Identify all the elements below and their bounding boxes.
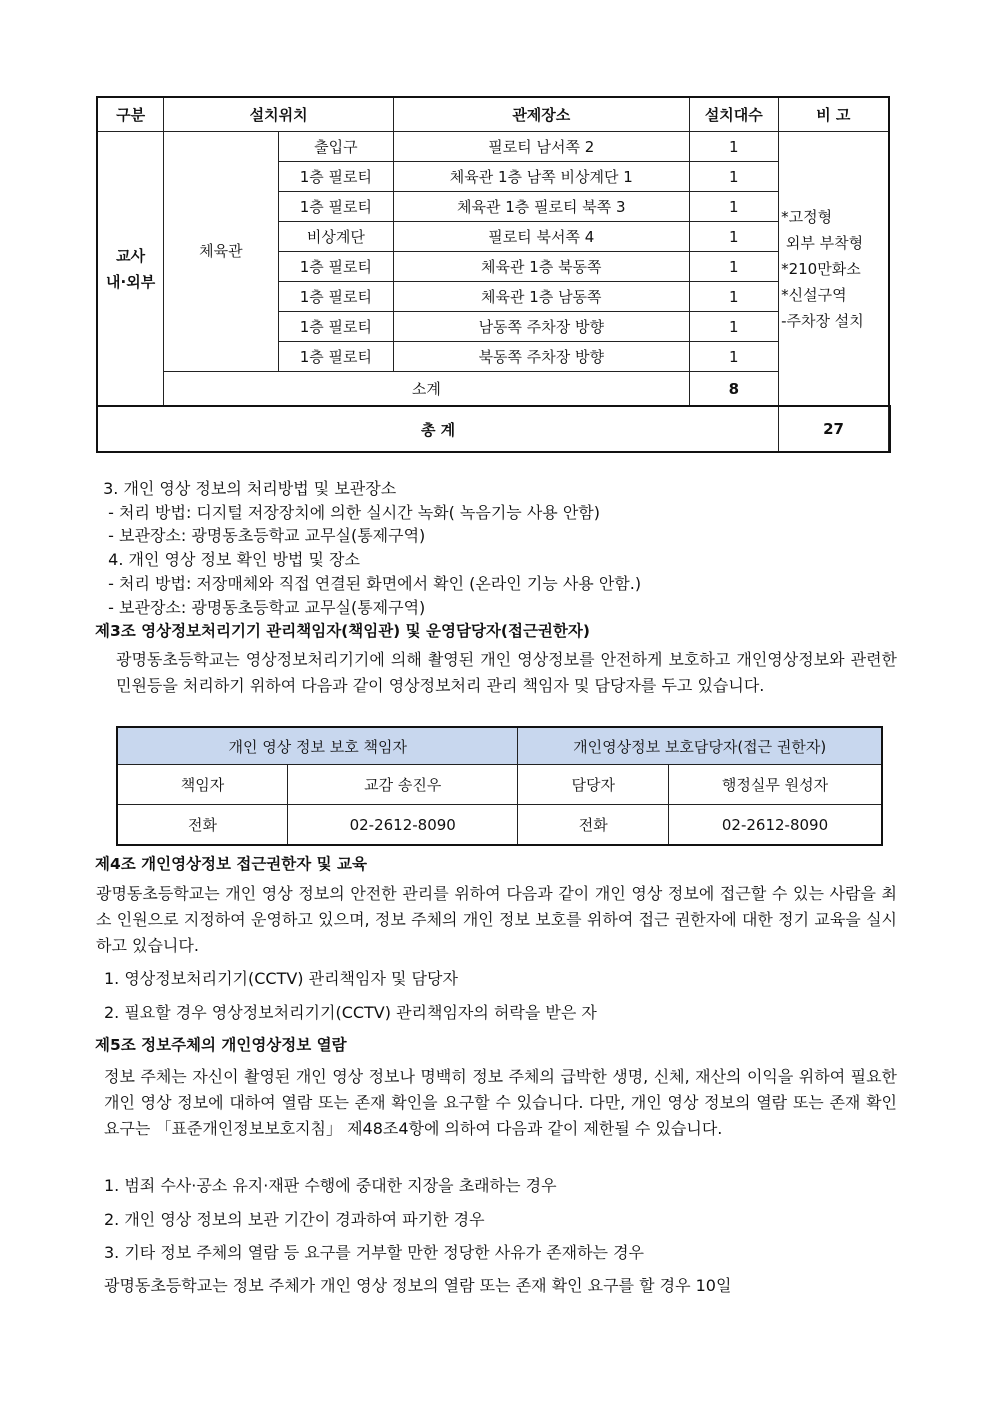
note-line: 외부 부착형 — [781, 233, 864, 252]
cctv-table — [96, 96, 891, 453]
table-row-place: 체육관 1층 남동쪽 — [394, 282, 689, 312]
table-row-place: 체육관 1층 북동쪽 — [394, 252, 689, 282]
manager-cell: 02-2612-8090 — [288, 805, 518, 846]
table-row-sub: 1층 필로티 — [278, 312, 393, 342]
manager-header-right: 개인영상정보 보호담당자(접근 권한자) — [518, 727, 882, 765]
article-5-item: 2. 개인 영상 정보의 보관 기간이 경과하여 파기한 경우 — [104, 1210, 485, 1229]
total-note — [889, 406, 891, 452]
table-row-place: 필로티 북서쪽 4 — [394, 222, 689, 252]
article-4-body: 광명동초등학교는 개인 영상 정보의 안전한 관리를 위하여 다음과 같이 개인 영상 정보에 접근할 수 있는 사람을 최소 인원으로 지정하여 운영하고 있으며, 정보 주체의 개인 정보 보호를 위하여 접근 권한자에 대한 정기 교육을 실시하고 있습니다. — [96, 884, 897, 955]
table-row-sub: 1층 필로티 — [278, 282, 393, 312]
category-cell: 교사 내·외부 — [97, 132, 164, 407]
table-row-place: 남동쪽 주차장 방향 — [394, 312, 689, 342]
table-row-place: 체육관 1층 필로티 북쪽 3 — [394, 192, 689, 222]
table-row-sub: 1층 필로티 — [278, 162, 393, 192]
table-row-place: 체육관 1층 남쪽 비상계단 1 — [394, 162, 689, 192]
location-group-cell: 체육관 — [164, 132, 278, 372]
table-row-count: 1 — [689, 162, 779, 192]
section-3-method: - 처리 방법: 디지털 저장장치에 의한 실시간 녹화( 녹음기능 사용 안함) — [98, 503, 600, 522]
manager-cell: 교감 송진우 — [288, 765, 518, 805]
article-5-closing: 광명동초등학교는 정보 주체가 개인 영상 정보의 열람 또는 존재 확인 요구를 할 경우 10일 — [104, 1276, 732, 1295]
subtotal-value: 8 — [689, 372, 779, 407]
section-3-heading: 3. 개인 영상 정보의 처리방법 및 보관장소 — [98, 479, 397, 498]
header-place: 관제장소 — [394, 97, 689, 132]
header-count: 설치대수 — [689, 97, 779, 132]
article-4-title: 제4조 개인영상정보 접근권한자 및 교육 — [95, 855, 367, 873]
section-3-storage: - 보관장소: 광명동초등학교 교무실(통제구역) — [98, 526, 426, 545]
note-line: *210만화소 — [781, 259, 861, 278]
article-3-title: 제3조 영상정보처리기기 관리책임자(책임관) 및 운영담당자(접근권한자) — [95, 622, 590, 640]
table-row-count: 1 — [689, 222, 779, 252]
article-5-title: 제5조 정보주체의 개인영상정보 열람 — [95, 1036, 347, 1054]
note-cell — [779, 132, 889, 407]
subtotal-label: 소계 — [164, 372, 689, 407]
article-4-item: 2. 필요할 경우 영상정보처리기기(CCTV) 관리책임자의 허락을 받은 자 — [104, 1003, 597, 1022]
header-location: 설치위치 — [164, 97, 394, 132]
total-label: 총 계 — [97, 406, 779, 452]
note-line: *고정형 — [781, 207, 833, 226]
table-row-count: 1 — [689, 312, 779, 342]
table-row-count: 1 — [689, 342, 779, 372]
table-row-place: 필로티 남서쪽 2 — [394, 132, 689, 162]
table-row-sub: 출입구 — [278, 132, 393, 162]
table-row-sub: 1층 필로티 — [278, 252, 393, 282]
manager-cell: 담당자 — [518, 765, 669, 805]
table-row-count: 1 — [689, 252, 779, 282]
header-category: 구분 — [97, 97, 164, 132]
table-row-sub: 1층 필로티 — [278, 342, 393, 372]
article-5-item: 3. 기타 정보 주체의 열람 등 요구를 거부할 만한 정당한 사유가 존재하는 경우 — [104, 1243, 644, 1262]
section-4-method: - 처리 방법: 저장매체와 직접 연결된 화면에서 확인 (온라인 기능 사용 안함.) — [98, 574, 642, 593]
header-note: 비 고 — [779, 97, 889, 132]
manager-cell: 행정실무 원성자 — [669, 765, 883, 805]
manager-cell: 전화 — [117, 805, 288, 846]
table-row-sub: 1층 필로티 — [278, 192, 393, 222]
article-5-item: 1. 범죄 수사·공소 유지·재판 수행에 중대한 지장을 초래하는 경우 — [104, 1176, 557, 1195]
table-row-count: 1 — [689, 132, 779, 162]
note-line: -주차장 설치 — [781, 311, 864, 330]
table-row-count: 1 — [689, 192, 779, 222]
section-4-heading: 4. 개인 영상 정보 확인 방법 및 장소 — [98, 550, 360, 569]
manager-header-left: 개인 영상 정보 보호 책임자 — [117, 727, 518, 765]
total-value: 27 — [779, 406, 889, 452]
article-3-body: 광명동초등학교는 영상정보처리기기에 의해 촬영된 개인 영상정보를 안전하게 보호하고 개인영상정보와 관련한 민원등을 처리하기 위하여 다음과 같이 영상정보처리 관리 책임자 및 담당자를 두고 있습니다. — [116, 650, 897, 695]
section-4-storage: - 보관장소: 광명동초등학교 교무실(통제구역) — [98, 598, 426, 617]
manager-cell: 책임자 — [117, 765, 288, 805]
table-row-sub: 비상계단 — [278, 222, 393, 252]
article-5-body: 정보 주체는 자신이 촬영된 개인 영상 정보나 명백히 정보 주체의 급박한 생명, 신체, 재산의 이익을 위하여 필요한 개인 영상 정보에 대하여 열람 또는 존재 확인을 요구할 수 있습니다. 다만, 개인 영상 정보의 열람 또는 존재 확인 요구는 「표준개인정보보호지침」 제48조4항에 의하여 다음과 같이 제한될 수 있습니다. — [104, 1067, 897, 1138]
manager-cell: 02-2612-8090 — [669, 805, 883, 846]
manager-table — [116, 726, 883, 846]
manager-cell: 전화 — [518, 805, 669, 846]
table-row-place: 북동쪽 주차장 방향 — [394, 342, 689, 372]
table-row-count: 1 — [689, 282, 779, 312]
article-4-item: 1. 영상정보처리기기(CCTV) 관리책임자 및 담당자 — [104, 969, 458, 988]
note-line: *신설구역 — [781, 285, 847, 304]
